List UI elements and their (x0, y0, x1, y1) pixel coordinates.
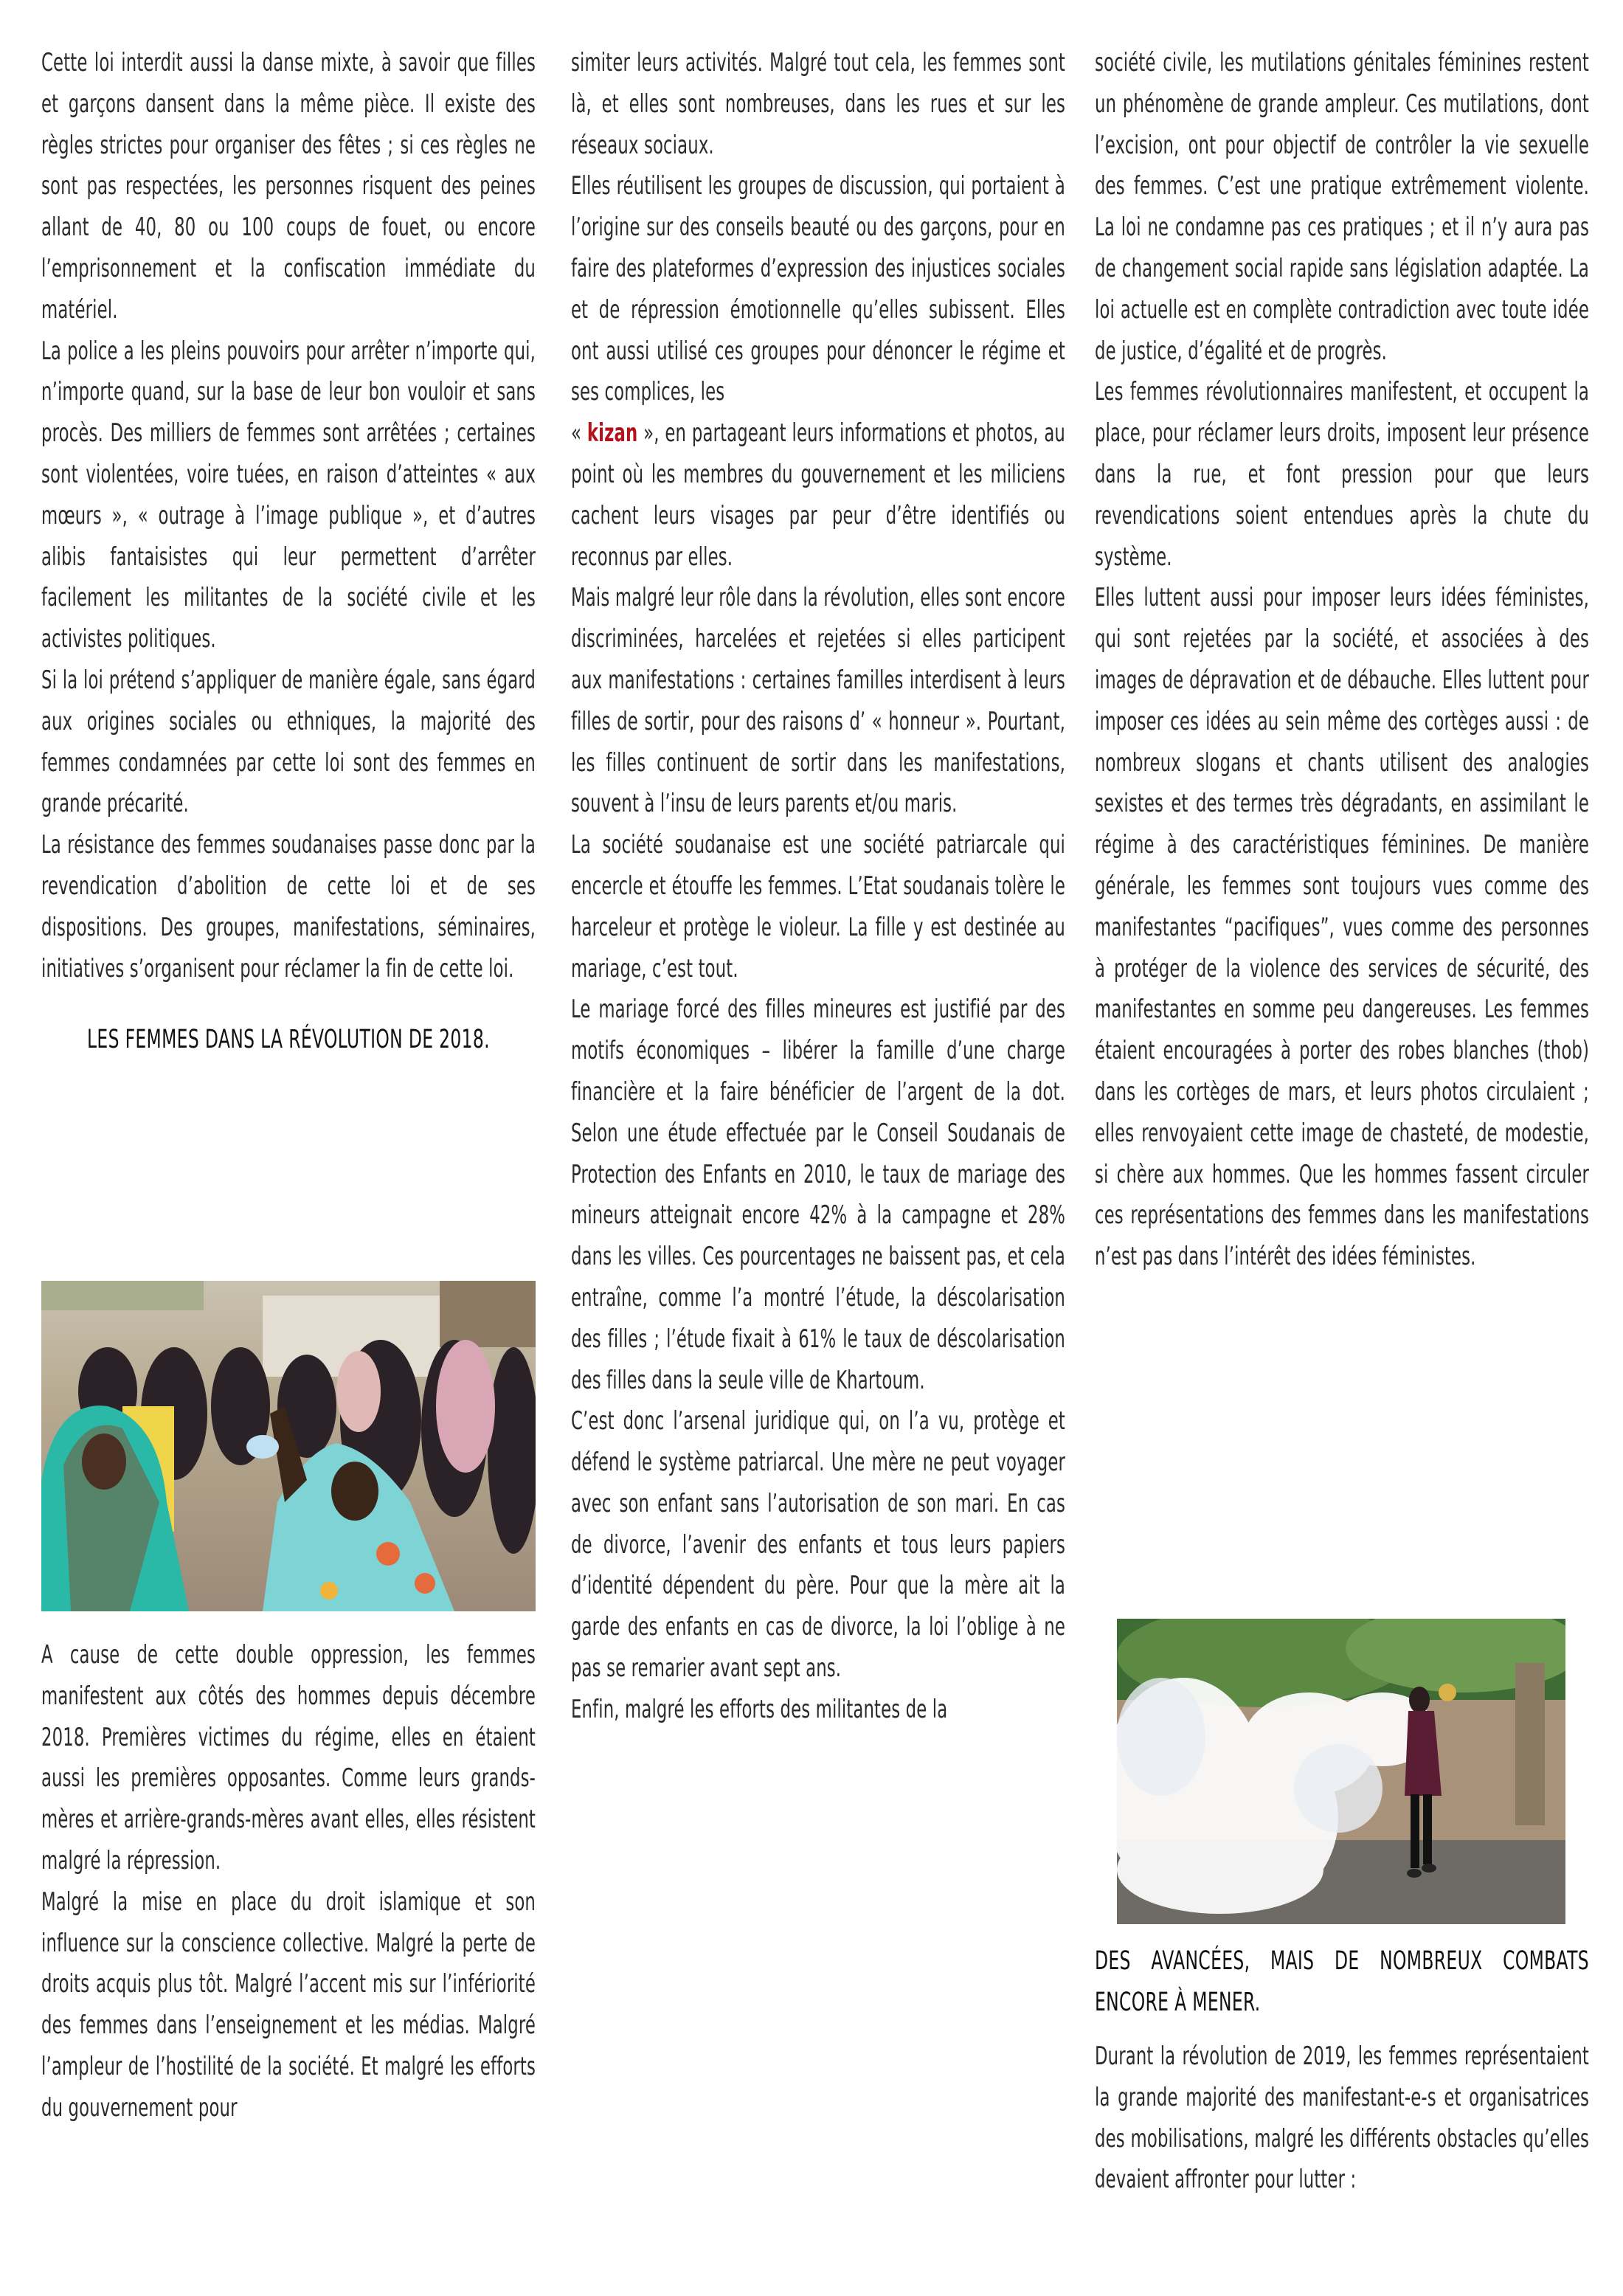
paragraph: Durant la révolution de 2019, les femmes représentaient la grande majorité des manifestant-e-s et organisatrices des mobilisations, malgré les différents obstacles qu’elles devaient affronter pour lutter : (1095, 2041, 1589, 2195)
section-heading-avancees: DES AVANCÉES, MAIS DE NOMBREUX COMBATS ENCORE À MENER. (1095, 1946, 1589, 2017)
paragraph: La société soudanaise est une société patriarcale qui encercle et étouffe les femmes. L’Etat soudanais tolère le harceleur et protège le violeur. La fille y est destinée au mariage, c’est tout. (571, 830, 1065, 983)
kizan-rest: », en partageant leurs informations et photos, au point où les membres du gouvernement et les miliciens cachent leurs visages par peur d’être identifiés ou reconnus par elles. (571, 418, 1065, 572)
column-3 (1095, 43, 1589, 1278)
kizan-highlight: kizan (586, 418, 638, 449)
paragraph: Cette loi interdit aussi la danse mixte, à savoir que filles et garçons dansent dans la même pièce. Il existe des règles strictes pour organiser des fêtes ; si ces règles ne sont pas respectées, les personnes risquent des peines allant de 40, 80 ou 100 coups de fouet, ou encore l’emprisonnement et la confiscation immédiate du matériel. (41, 48, 536, 325)
paragraph: Enfin, malgré les efforts des militantes de la (571, 1694, 948, 1724)
column-1 (41, 43, 536, 1060)
quote-open: « (571, 418, 587, 449)
paragraph: Elles luttent aussi pour imposer leurs idées féministes, qui sont rejetées par la société, et associées à des images de dépravation et de débauche. Elles luttent pour imposer ces idées au sein même des cortèges aussi : de nombreux slogans et chants utilisent des analogies sexistes et des termes très dégradants, en assimilant le régime à des caractéristiques féminines. De manière générale, les femmes sont toujours vues comme des manifestantes “pacifiques”, vues comme des personnes à protéger de la violence des services de sécurité, des manifestantes en somme peu dangereuses. Les femmes étaient encouragées à porter des robes blanches (thob) dans les cortèges de mars, et leurs photos circulaient ; elles renvoyaient cette image de chasteté, de modestie, si chère aux hommes. Que les hommes fassent circuler ces représentations des femmes dans les manifestations n’est pas dans l’intérêt des idées féministes. (1095, 583, 1589, 1272)
paragraph: simiter leurs activités. Malgré tout cela, les femmes sont là, et elles sont nombreuses, dans les rues et sur les réseaux sociaux. (571, 48, 1065, 160)
paragraph: La résistance des femmes soudanaises passe donc par la revendication d’abolition de cette loi et de ses dispositions. Des groupes, manifestations, séminaires, initiatives s’organisent pour réclamer la fin de cette loi. (41, 830, 536, 983)
paragraph: Le mariage forcé des filles mineures est justifié par des motifs économiques – libérer la famille d’une charge financière et la faire bénéficier de l’argent de la dot. Selon une étude effectuée par le Conseil Soudanais de Protection des Enfants en 2010, le taux de mariage des mineurs atteignait encore 42% à la campagne et 28% dans les villes. Ces pourcentages ne baissent pas, et cela entraîne, comme l’a montré l’étude, la déscolarisation des filles ; l’étude fixait à 61% le taux de déscolarisation des filles dans la seule ville de Khartoum. (571, 995, 1065, 1395)
paragraph: C’est donc l’arsenal juridique qui, on l’a vu, protège et défend le système patriarcal. Une mère ne peut voyager avec son enfant sans l’autorisation de son mari. En cas de divorce, l’avenir des enfants et tous leurs papiers d’identité dépendent du père. Pour que la mère ait la garde des enfants en cas de divorce, la loi l’oblige à ne pas se remarier avant sept ans. (571, 1406, 1065, 1684)
paragraph: Elles réutilisent les groupes de discussion, qui portaient à l’origine sur des conseils beauté ou des garçons, pour en faire des plateformes d’expression des injustices sociales et de répression émotionnelle qu’elles subissent. Elles ont aussi utilisé ces groupes pour dénoncer le régime et ses complices, les (571, 171, 1065, 407)
column-2 (571, 43, 1065, 1731)
protest-photo-icon (41, 1281, 536, 1611)
paragraph-kizan (571, 413, 1065, 578)
paragraph: La police a les pleins pouvoirs pour arrêter n’importe qui, n’importe quand, sur la base de leur bon vouloir et sans procès. Des milliers de femmes sont arrêtées ; certaines sont violentées, voire tuées, en raison d’atteintes « aux mœurs », « outrage à l’image publique », et d’autres alibis fantaisistes qui leur permettent d’arrêter facilement les militantes de la société civile et les activistes politiques. (41, 336, 536, 654)
column-3-continued (1095, 1940, 1589, 2201)
tear-gas-photo-icon (1117, 1619, 1565, 1924)
photo-protest-women (41, 1281, 536, 1611)
section-heading-revolution-2018: LES FEMMES DANS LA RÉVOLUTION DE 2018. (87, 1025, 490, 1055)
paragraph: Si la loi prétend s’appliquer de manière égale, sans égard aux origines sociales ou ethniques, la majorité des femmes condamnées par cette loi sont des femmes en grande précarité. (41, 665, 536, 819)
paragraph: Mais malgré leur rôle dans la révolution, elles sont encore discriminées, harcelées et rejetées si elles participent aux manifestations : certaines familles interdisent à leurs filles de sortir, pour des raisons d’ « honneur ». Pourtant, les filles continuent de sortir dans les manifestations, souvent à l’insu de leurs parents et/ou maris. (571, 583, 1065, 819)
photo-tear-gas (1117, 1619, 1565, 1924)
paragraph: A cause de cette double oppression, les femmes manifestent aux côtés des hommes depuis décembre 2018. Premières victimes du régime, elles en étaient aussi les premières opposantes. Comme leurs grands-mères et arrière-grands-mères avant elles, elles résistent malgré la répression. (41, 1640, 536, 1875)
column-1-continued (41, 1635, 536, 2129)
paragraph: société civile, les mutilations génitales féminines restent un phénomène de grande ampleur. Ces mutilations, dont l’excision, ont pour objectif de contrôler la vie sexuelle des femmes. C’est une pratique extrêmement violente. La loi ne condamne pas ces pratiques ; et il n’y aura pas de changement social rapide sans législation adaptée. La loi actuelle est en complète contradiction avec toute idée de justice, d’égalité et de progrès. (1095, 48, 1589, 366)
paragraph: Malgré la mise en place du droit islamique et son influence sur la conscience collective. Malgré la perte de droits acquis plus tôt. Malgré l’accent mis sur l’infériorité des femmes dans l’enseignement et les médias. Malgré l’ampleur de l’hostilité de la société. Et malgré les efforts du gouvernement pour (41, 1887, 536, 2123)
paragraph: Les femmes révolutionnaires manifestent, et occupent la place, pour réclamer leurs droits, imposent leur présence dans la rue, et font pression pour que leurs revendications soient entendues après la chute du système. (1095, 377, 1589, 572)
